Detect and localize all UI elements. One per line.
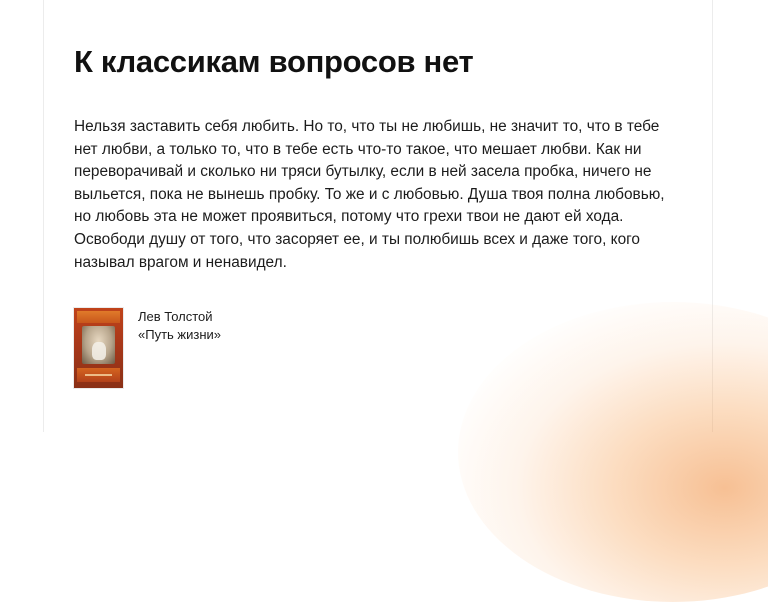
quote-author: Лев Толстой xyxy=(138,309,213,324)
book-cover-header xyxy=(77,311,120,323)
book-cover-footer xyxy=(77,368,120,382)
quote-book-title: «Путь жизни» xyxy=(138,327,222,342)
frame-line-left xyxy=(43,0,44,432)
slide-title: К классикам вопросов нет xyxy=(74,44,474,79)
decorative-orange-glow xyxy=(458,302,768,602)
book-cover-image xyxy=(74,308,123,388)
book-cover-portrait xyxy=(82,326,115,364)
quote-text: Нельзя заставить себя любить. Но то, что ты не любишь, не значит то, что в тебе нет любви, а только то, что в тебе есть что-то такое, что мешает любви. Как ни переворачивай и сколько ни тряси бутылку, если в ней засела пробка, ничего не выльется, пока не вынешь пробку. То же и с любовью. Душа твоя полна любовью, но любовь эта не может проявиться, потому что грехи твои не дают ей хода. Освободи душу от того, что засоряет ее, и ты полюбишь всех и даже того, кого называл врагом и ненавидел. xyxy=(74,118,665,271)
